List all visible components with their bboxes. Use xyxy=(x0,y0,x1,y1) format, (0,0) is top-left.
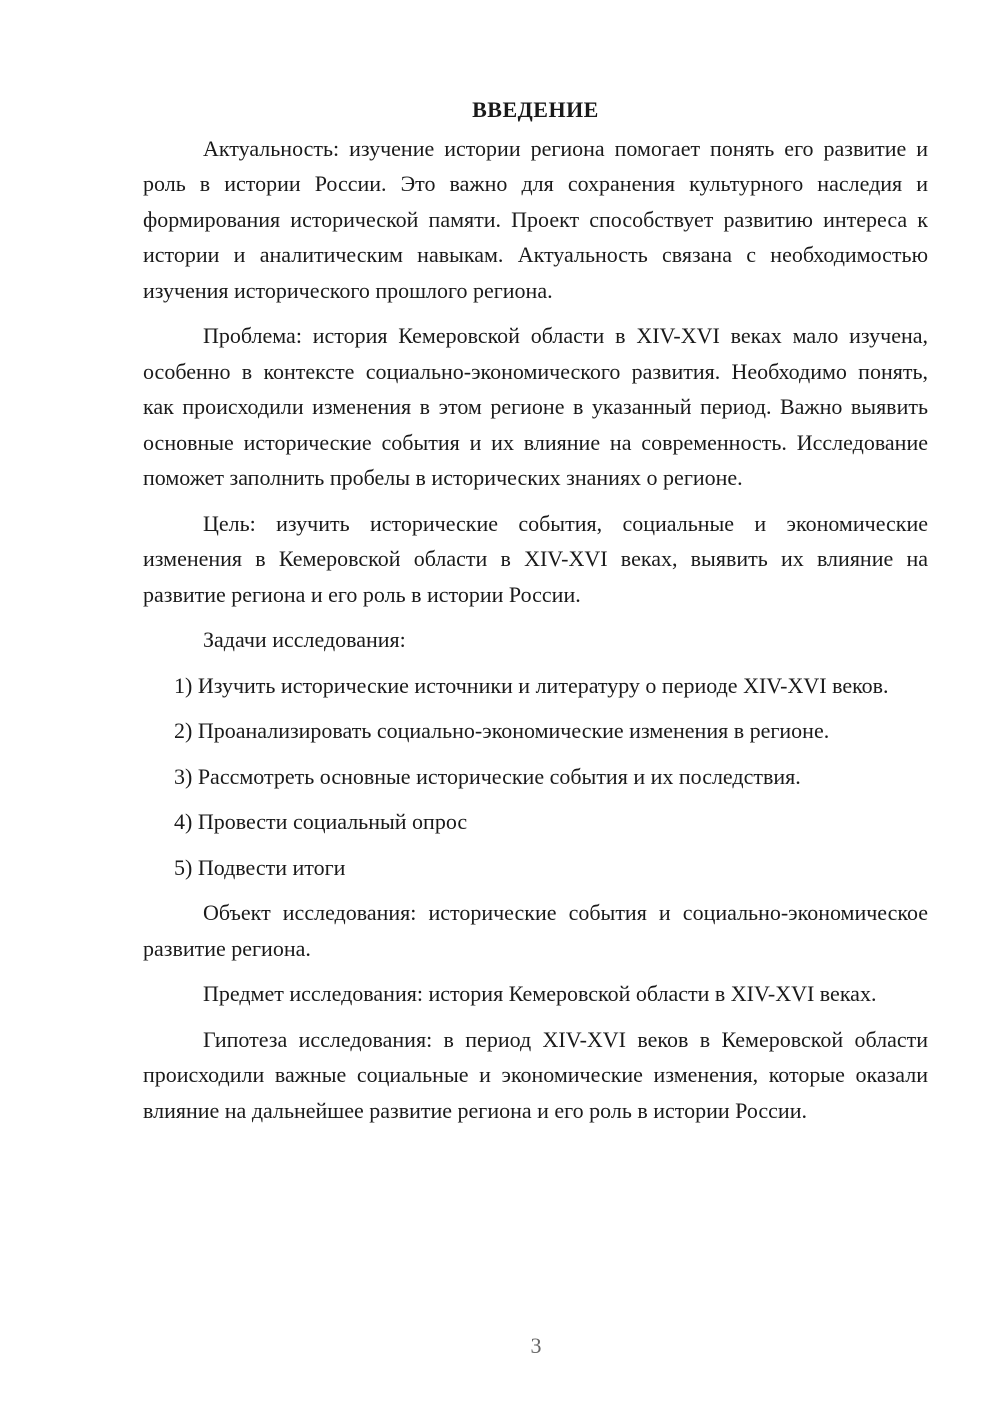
task-item-2: 2) Проанализировать социально-экономические изменения в регионе. xyxy=(174,718,830,743)
section-heading: ВВЕДЕНИЕ xyxy=(472,97,599,122)
object-paragraph: Объект исследования: исторические события и социально-экономическое развитие региона. xyxy=(143,900,928,961)
document-page xyxy=(143,92,928,1138)
task-item-1: 1) Изучить исторические источники и литературу о периоде XIV-XVI веков. xyxy=(174,672,889,698)
relevance-paragraph: Актуальность: изучение истории региона помогает понять его развитие и роль в истории России. Это важно для сохранения культурного наследия и формирования исторической памяти. Проект способствует развитию интереса к истории и аналитическим навыкам. Актуальность связана с необходимостью изучения исторического прошлого региона. xyxy=(143,135,928,303)
task-item-3: 3) Рассмотреть основные исторические события и их последствия. xyxy=(174,763,801,789)
task-item-5: 5) Подвести итоги xyxy=(174,854,346,880)
goal-paragraph: Цель: изучить исторические события, социальные и экономические изменения в Кемеровской области в XIV-XVI веках, выявить их влияние на развитие региона и его роль в истории России. xyxy=(143,510,928,607)
problem-paragraph: Проблема: история Кемеровской области в XIV-XVI веках мало изучена, особенно в контексте социально-экономического развития. Необходимо понять, как происходили изменения в этом регионе в указанный период. Важно выявить основные исторические события и их влияние на современность. Исследование поможет заполнить пробелы в исторических знаниях о регионе. xyxy=(143,323,928,490)
page-number: 3 xyxy=(530,1333,542,1358)
subject-paragraph: Предмет исследования: история Кемеровской области в XIV-XVI веках. xyxy=(203,981,877,1006)
task-item-4: 4) Провести социальный опрос xyxy=(174,809,468,834)
hypothesis-paragraph: Гипотеза исследования: в период XIV-XVI веков в Кемеровской области происходили важные социальные и экономические изменения, которые оказали влияние на дальнейшее развитие региона и его роль в истории России. xyxy=(143,1026,928,1123)
tasks-title: Задачи исследования: xyxy=(203,627,406,652)
